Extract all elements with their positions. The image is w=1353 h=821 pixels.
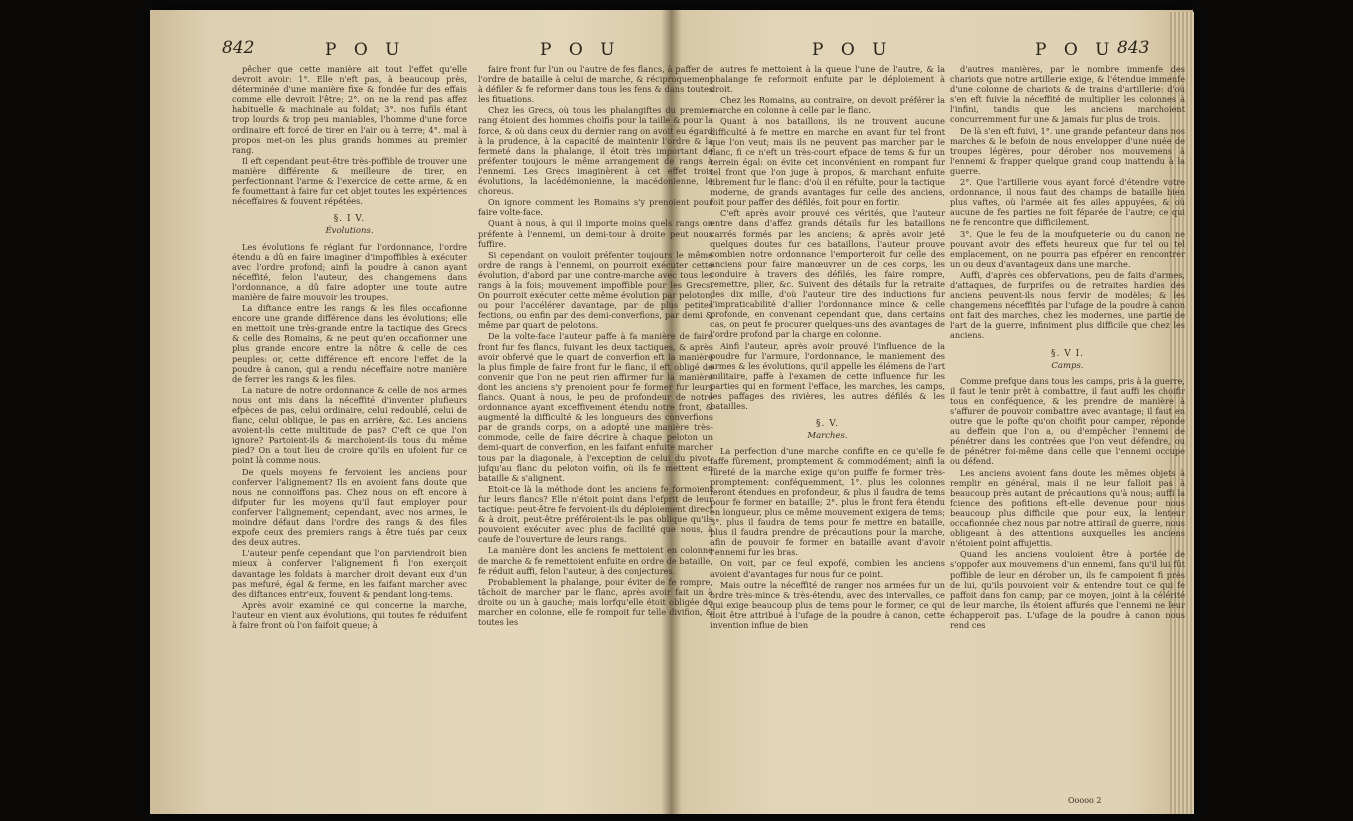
running-head-left-col2: P O U <box>540 40 621 60</box>
paragraph: d'autres manières, par le nombre immenfe des chariots que notre artillerie exige, & l'étendue immenfe d'une colonne de chariots & de trains d'artillerie: d'où s'en eft fuivie la néceffité de multiplier les colonnes à l'infini, tandis que les anciens marchoient concurremment fur une & jamais fur plus de trois. <box>950 64 1185 125</box>
paragraph: La manière dont les anciens fe mettoient en colonne de marche & fe remettoient enfuite en ordre de bataille, fe réduit auffi, felon l'auteur, à des conjectures. <box>478 545 713 576</box>
paragraph: Les anciens avoient fans doute les mêmes objets à remplir en général, mais il ne leur falloit pas à beaucoup près autant de précautions qu'à nous; auffi la fcience des pofitions eft-elle devenue pour nous beaucoup plus difficile que pour eux, la lenteur occafionnée chez nous par notre attirail de guerre, nous obligeant à des attentions auxquelles les anciens n'étoient point affujettis. <box>950 467 1185 549</box>
section-subtitle: Camps. <box>1051 360 1084 371</box>
open-book <box>150 10 1193 814</box>
paragraph: Quand les anciens vouloient être à portée de s'oppofer aux mouvemens d'un ennemi, fans qu'il lui fût poffible de leur en dérober un, ils fe campoient fi près de lui, qu'ils pouvoient voir & entendre tout ce qui fe paffoit dans fon camp; par ce moyen, joint à la célérité de leur marche, ils étoient affurés que l'ennemi ne leur échapperoit pas. L'ufage de la poudre à canon nous rend ces <box>950 549 1185 630</box>
signature-mark: Ooooo 2 <box>1068 796 1102 805</box>
paragraph: Chez les Grecs, où tous les phalangiftes du premier rang étoient des hommes choifis pour la taille & pour la force, & où dans ceux du dernier rang on avoit eu égard à la prudence, à la capacité de maintenir l'ordre & la fermeté dans la phalange, il étoit très important de préfenter toujours le même arrangement de rangs à l'ennemi. Les Grecs imaginèrent à cet effet trois évolutions, la lacédémonienne, la macédonienne, le choreus. <box>478 105 713 197</box>
paragraph: La nature de notre ordonnance & celle de nos armes nous ont mis dans la néceffité d'inventer plufieurs efpèces de pas, celui ordinaire, celui redoublé, celui de flanc, celui oblique, le pas en arrière, &c. Les anciens avoient-ils cette multitude de pas? C'eft ce que l'on ignore? Partoient-ils & marchoient-ils tous du même pied? On a tout lieu de croire qu'ils en ufoient fur ce point là comme nous. <box>232 384 467 466</box>
paragraph: autres fe mettoient à la queue l'une de l'autre, & la phalange fe reformoit enfuite par le déploiement à droit. <box>710 64 945 95</box>
paragraph: pêcher que cette manière ait tout l'effet qu'elle devroit avoir: 1°. Elle n'eft pas, à beaucoup près, déterminée d'une manière fixe & fondée fur des effais comme elle devroit l'être; 2°. on ne la rend pas affez habituelle & machinale au foldat; 3°. nos fufils étant trop lourds & trop peu maniables, l'homme d'une force ordinaire eft forcé de tirer en l'air ou à terre; 4°. mal à propos met-on les plus grands hommes au premier rang. <box>232 64 467 155</box>
page-number-right: 843 <box>1117 38 1150 58</box>
paragraph: Quant à nous, à qui il importe moins quels rangs on préfente à l'ennemi, un demi-tour à droite peut nous fuffire. <box>478 218 713 249</box>
paragraph: De la volte-face l'auteur paffe à fa manière de faire front fur fes flancs, fuivant les deux tactiques, & après avoir obfervé que le quart de converfion eft la manière la plus fimple de faire front fur le flanc, il eft obligé de convenir que l'on ne peut rien affirmer fur la manière dont les anciens s'y prenoient pour fe former fur leurs flancs. Quant à nous, le peu de profondeur de notre ordonnance ayant exceffivement étendu notre front, & augmenté la difficulté & les longueurs des converfions par de grands corps, on a adopté une manière très-commode, celle de faire décrire à chaque peloton un demi-quart de converfion, en les faifant enfuite marcher tous par la diagonale, à l'exception de celui du pivot, jufqu'au flanc du peloton voifin, où ils fe mettent en bataille & s'alignent. <box>478 331 713 483</box>
running-head-right-col2: P O U <box>1035 40 1116 60</box>
section-heading: §. I V. <box>333 214 366 225</box>
page-number-left: 842 <box>222 38 255 58</box>
paragraph: C'eft après avoir prouvé ces vérités, que l'auteur entre dans d'affez grands détails fur les bataillons carrés formés par les anciens; & après avoir jeté quelques doutes fur ces bataillons, l'auteur prouve combien notre ordonnance l'emporteroit fur celle des anciens pour faire manœuvrer un de ces corps, les conduire à travers des défilés, les faire rompre, remettre, plier, &c. Suivent des détails fur la retraite des dix mille, d'où l'auteur tire des inductions fur l'impraticabilité d'allier l'ordonnance mince & celle profonde, en convenant cependant que, dans certains cas, on peut fe procurer quelques-uns des avantages de l'ordre profond par la charge en colonne. <box>710 208 945 340</box>
paragraph: Il eft cependant peut-être très-poffible de trouver une manière différente & meilleure de tirer, en perfectionnant l'arme & l'exercice de cette arme, & en fe foumettant à faire fur cet objet toutes les expériences néceffaires & fouvent répétées. <box>232 155 467 207</box>
paragraph: Mais outre la néceffité de ranger nos armées fur un ordre très-mince & très-étendu, avec des intervalles, ce qui exige beaucoup plus de tems pour le former, ce qui doit être attribué à l'ufage de la poudre à canon, cette invention influe de bien <box>710 579 945 630</box>
paragraph: Si cependant on vouloit préfenter toujours le même ordre de rangs à l'ennemi, on pourroit exécuter cette évolution, d'abord par une contre-marche avec tous les rangs à la fois; mouvement impoffible pour les Grecs. On pourroit exécuter cette même évolution par peloton, ou pour l'accélérer davantage, par de plus petites fections, ou enfin par des demi-converfions, par demi & même par quart de pelotons. <box>478 249 713 331</box>
paragraph: Quant à nos bataillons, ils ne trouvent aucune difficulté à fe mettre en marche en avant fur tel front que l'on veut; mais ils ne peuvent pas marcher par le flanc, fi ce n'eft un très-court efpace de tems & fur un terrein égal: on évite cet inconvénient en rompant fur tel front que l'on juge à propos, & marchant enfuite librement fur le flanc: d'où il en réfulte, pour la tactique moderne, de grands avantages fur celle des anciens, foit pour paffer des défilés, foit pour en fortir. <box>710 116 945 208</box>
paragraph: Après avoir examiné ce qui concerne la marche, l'auteur en vient aux évolutions, qui toutes fe réduifent à faire front où l'on faifoit queue; à <box>232 599 467 630</box>
paragraph: 3°. Que le feu de la moufqueterie ou du canon ne pouvant avoir des effets heureux que fur tel ou tel emplacement, on ne pourra pas efpérer en rencontrer un ou deux d'avantageux dans une marche. <box>950 228 1185 269</box>
paragraph: Chez les Romains, au contraire, on devoit préférer la marche en colonne à celle par le flanc. <box>710 95 945 116</box>
paragraph: De là s'en eft fuivi, 1°. une grande pefanteur dans nos marches & le befoin de nous envelopper d'une nuée de troupes légères, pour dérober nos mouvemens à l'ennemi & frapper quelque grand coup inattendu à la guerre. <box>950 125 1185 176</box>
section-subtitle: Évolutions. <box>325 226 374 237</box>
paragraph: Etoit-ce là la méthode dont les anciens fe formoient fur leurs flancs? Elle n'étoit point dans l'efprit de leur tactique: peut-être fe fervoient-ils du déploiement direct & à droit, peut-être préféroient-ils le pas oblique qu'ils pouvoient exécuter avec plus de facilité que nous, à caufe de l'ouverture de leurs rangs. <box>478 483 713 545</box>
paragraph: Auffi, d'après ces obfervations, peu de faits d'armes, d'attaques, de furprifes ou de retraites hardies des anciens peuvent-ils nous fervir de modèles; & les changemens néceffités par l'ufage de la poudre à canon ont fait des marches, chez les modernes, une partie de l'art de la guerre, infiniment plus difficile que chez les anciens. <box>950 269 1185 341</box>
paragraph: L'auteur penfe cependant que l'on parviendroit bien mieux à conferver l'alignement fi l'on exerçoit davantage les foldats à marcher droit devant eux d'un pas mefuré, égal & ferme, en les faifant marcher avec des diftances entr'eux, fouvent & pendant long-tems. <box>232 548 467 599</box>
section-subtitle: Marches. <box>807 431 848 442</box>
paragraph: Probablement la phalange, pour éviter de fe rompre, tâchoit de marcher par le flanc, après avoir fait un à droite ou un à gauche; mais lorfqu'elle étoit obligée de marcher en colonne, elle fe rompoit fur telle divifion, & toutes les <box>478 576 713 628</box>
paragraph: On voit, par ce feul expofé, combien les anciens avoient d'avantages fur nous fur ce point. <box>710 558 945 579</box>
running-head-left-col1: P O U <box>325 40 406 60</box>
paragraph: Ainfi l'auteur, après avoir prouvé l'influence de la poudre fur l'armure, l'ordonnance, le maniement des armes & les évolutions, qu'il appelle les élémens de l'art militaire, paffe à l'examen de cette influence fur les parties qui en forment l'efface, les marches, les camps, les paffages des rivières, les autres défilés & les batailles. <box>710 340 945 412</box>
section-heading: §. V. <box>815 419 839 430</box>
paragraph: De quels moyens fe fervoient les anciens pour conferver l'alignement? Ils en avoient fans doute que nous ne connoiffons pas. Chez nous on eft encore à difputer fur les moyens qu'il faut employer pour conferver l'alignement; cependant, avec nos armes, le moindre défaut dans l'ordre des rangs & des files expofe ceux des premiers rangs à être tués par ceux des deux autres. <box>232 466 467 548</box>
paragraph: faire front fur l'un ou l'autre de fes flancs, à paffer de l'ordre de bataille à celui de marche, & réciproquement à défiler & fe reformer dans tous les fens & dans toutes les fituations. <box>478 64 713 105</box>
paragraph: La perfection d'une marche confifte en ce qu'elle fe faffe fûrement, promptement & commodément; ainfi la fûreté de la marche exige qu'on puiffe fe former très-promptement: conféquemment, 1°. plus les colonnes feront étendues en profondeur, & plus il faudra de tems pour fe former en bataille; 2°. plus le front fera étendu en longueur, plus ce même mouvement exigera de tems; 3°. plus il faudra de tems pour fe mettre en bataille, plus il faudra prendre de précautions pour la marche, afin de pouvoir fe former en bataille avant d'avoir l'ennemi fur les bras. <box>710 446 945 558</box>
paragraph: 2°. Que l'artillerie vous ayant forcé d'étendre votre ordonnance, il nous faut des champs de bataille bien plus vaftes, où l'armée ait fes ailes appuyées, & où aucune de fes parties ne foit féparée de l'autre; ce qui ne fe rencontre que difficilement. <box>950 177 1185 228</box>
running-head-right-col1: P O U <box>812 40 893 60</box>
section-heading: §. V I. <box>1051 348 1084 359</box>
paragraph: Comme prefque dans tous les camps, pris à la guerre, il faut le tenir prêt à combattre, il faut auffi les choifir tous en conféquence, & les prendre de manière à s'affurer de pouvoir combattre avec avantage; il faut en outre que le pofte qu'on choifit pour camper, réponde au deffein que l'on a, ou d'empêcher l'ennemi de pénétrer dans les contrées que l'on veut défendre, ou de pénétrer foi-même dans celle que l'ennemi occupe ou défend. <box>950 375 1185 467</box>
right-page-edges <box>1170 12 1194 814</box>
paragraph: Les évolutions fe réglant fur l'ordonnance, l'ordre étendu a dû en faire imaginer d'impoffibles à exécuter avec l'ordre profond; ainfi la poudre à canon ayant néceffité, felon l'auteur, des changemens dans l'ordonnance, a dû faire adopter une toute autre manière de faire mouvoir les troupes. <box>232 241 467 302</box>
paragraph: La diftance entre les rangs & les files occafionne encore une grande différence dans les évolutions; elle en mettoit une très-grande entre la tactique des Grecs & celle des Romains, & ne peut qu'en occafionner une plus grande encore entre la nôtre & celle de ces peuples: or, cette différence eft encore l'effet de la poudre à canon, qui a rendu néceffaire notre manière de ferrer les rangs & les files. <box>232 303 467 384</box>
paragraph: On ignore comment les Romains s'y prenoient pour faire volte-face. <box>478 197 713 218</box>
